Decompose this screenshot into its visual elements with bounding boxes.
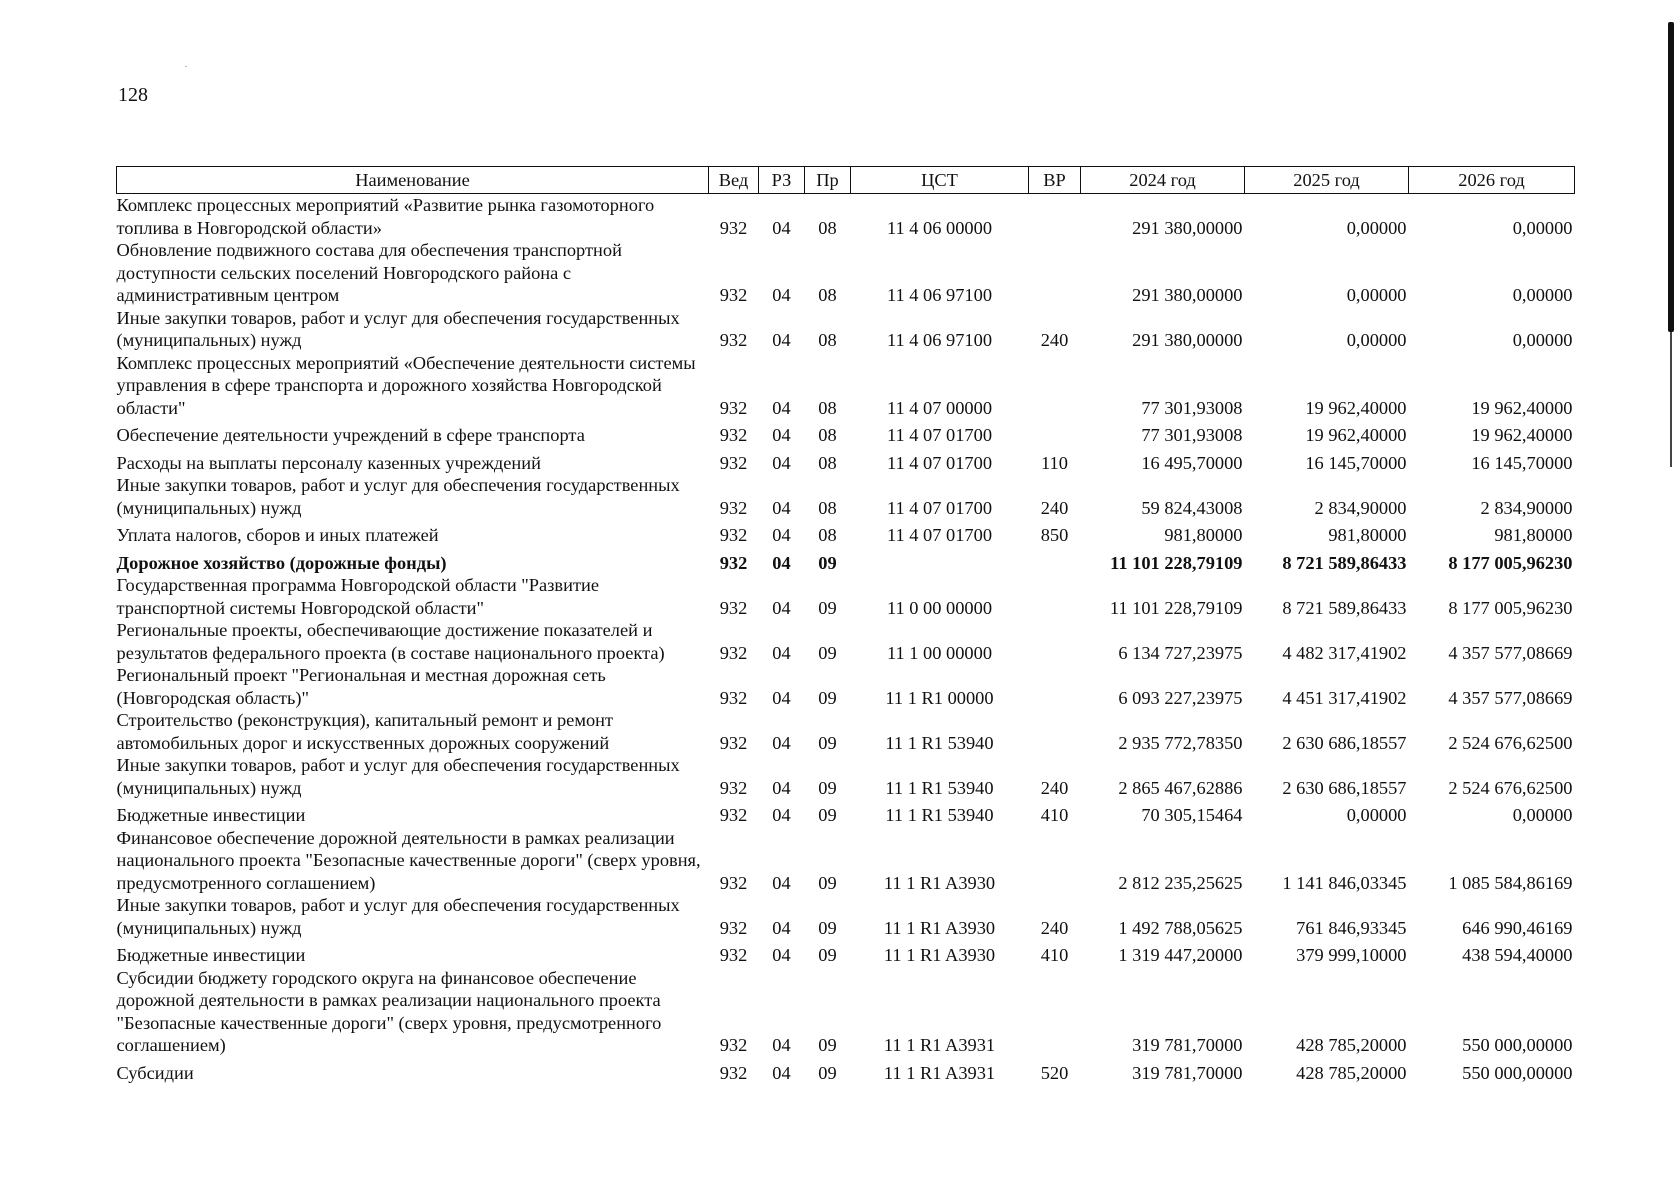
cell-pr: 09 xyxy=(818,597,837,618)
cell-rz: 04 xyxy=(772,552,791,573)
cell-y2026: 0,00000 xyxy=(1512,330,1573,350)
header-2026: 2026 год xyxy=(1409,167,1575,194)
cell-y2024: 291 380,00000 xyxy=(1132,217,1243,238)
cell-rz: 04 xyxy=(772,597,791,618)
cell-ved: 932 xyxy=(719,525,748,545)
cell-cst: 11 4 06 97100 xyxy=(886,285,993,305)
cell-name: Государственная программа Новгородской области "Развитие транспортной системы Новгородской области" xyxy=(116,575,599,618)
cell-y2024: 1 319 447,20000 xyxy=(1118,945,1243,965)
cell-rz: 04 xyxy=(772,1035,791,1055)
cell-cst: 11 4 07 01700 xyxy=(886,497,993,518)
cell-y2026: 8 177 005,96230 xyxy=(1448,597,1573,618)
cell-vr xyxy=(1029,967,1081,1057)
cell-name: Обновление подвижного состава для обеспечения транспортной доступности сельских поселений Новгородского района с административным центром xyxy=(116,240,622,305)
cell-cst: 11 1 R1 53940 xyxy=(885,777,994,798)
table-row xyxy=(117,419,1575,447)
cell-ved: 932 xyxy=(719,732,748,753)
cell-y2025: 428 785,20000 xyxy=(1296,1035,1407,1055)
cell-cst: 11 0 00 00000 xyxy=(886,597,993,618)
cell-rz: 04 xyxy=(772,872,791,893)
cell-name: Иные закупки товаров, работ и услуг для обеспечения государственных (муниципальных) нужд xyxy=(116,895,680,938)
cell-name: Расходы на выплаты персоналу казенных учреждений xyxy=(116,452,541,473)
cell-pr: 08 xyxy=(818,425,837,445)
scan-edge-line xyxy=(1670,332,1672,467)
table-row xyxy=(117,547,1575,575)
cell-y2025: 8 721 589,86433 xyxy=(1282,552,1407,573)
cell-vr: 520 xyxy=(1040,1062,1069,1083)
cell-name: Бюджетные инвестиции xyxy=(116,945,306,965)
cell-vr: 410 xyxy=(1040,945,1069,965)
cell-cst: 11 1 00 00000 xyxy=(886,642,993,663)
cell-y2026: 19 962,40000 xyxy=(1471,397,1573,418)
cell-pr: 09 xyxy=(818,777,837,798)
cell-y2026: 0,00000 xyxy=(1512,217,1573,238)
cell-y2025: 761 846,93345 xyxy=(1296,917,1407,938)
cell-ved: 932 xyxy=(719,285,748,305)
scan-edge-mark xyxy=(1668,22,1674,332)
cell-rz: 04 xyxy=(772,917,791,938)
table-row xyxy=(117,827,1575,895)
cell-cst: 11 4 06 97100 xyxy=(886,330,993,350)
cell-cst: 11 1 R1 00000 xyxy=(885,687,994,708)
cell-vr: 410 xyxy=(1040,805,1069,825)
cell-rz: 04 xyxy=(772,687,791,708)
cell-cst: 11 1 R1 A3931 xyxy=(883,1035,996,1055)
cell-name: Субсидии xyxy=(116,1062,194,1083)
cell-rz: 04 xyxy=(772,452,791,473)
cell-pr: 09 xyxy=(818,552,837,573)
table-row xyxy=(117,447,1575,475)
cell-y2026: 438 594,40000 xyxy=(1462,945,1573,965)
cell-pr: 09 xyxy=(818,642,837,663)
table-header xyxy=(117,167,1575,194)
cell-name: Бюджетные инвестиции xyxy=(116,805,306,825)
cell-y2025: 0,00000 xyxy=(1346,330,1407,350)
cell-y2024: 16 495,70000 xyxy=(1141,452,1243,473)
table-row xyxy=(117,239,1575,307)
cell-rz: 04 xyxy=(772,330,791,350)
cell-cst: 11 4 07 00000 xyxy=(886,397,993,418)
cell-y2026: 2 524 676,62500 xyxy=(1448,732,1573,753)
table-row xyxy=(117,194,1575,240)
cell-vr xyxy=(1029,574,1081,619)
cell-vr xyxy=(1029,352,1081,420)
cell-y2026: 646 990,46169 xyxy=(1462,917,1573,938)
table-row xyxy=(117,754,1575,799)
cell-rz: 04 xyxy=(772,497,791,518)
cell-cst: 11 1 R1 53940 xyxy=(885,805,994,825)
cell-y2025: 16 145,70000 xyxy=(1305,452,1407,473)
cell-rz: 04 xyxy=(772,1062,791,1083)
cell-cst: 11 4 07 01700 xyxy=(886,452,993,473)
cell-y2026: 19 962,40000 xyxy=(1471,425,1573,445)
cell-y2026: 8 177 005,96230 xyxy=(1448,552,1573,573)
cell-y2024: 981,80000 xyxy=(1164,525,1243,545)
cell-y2025: 19 962,40000 xyxy=(1305,397,1407,418)
cell-y2025: 379 999,10000 xyxy=(1296,945,1407,965)
cell-y2025: 8 721 589,86433 xyxy=(1282,597,1407,618)
cell-pr: 08 xyxy=(818,217,837,238)
cell-vr: 240 xyxy=(1040,330,1069,350)
cell-name: Комплекс процессных мероприятий «Обеспечение деятельности системы управления в сфере транспорта и дорожного хозяйства Новгородской области" xyxy=(116,352,696,418)
cell-vr xyxy=(1029,419,1081,447)
cell-vr xyxy=(1029,827,1081,895)
cell-ved: 932 xyxy=(719,642,748,663)
cell-cst xyxy=(851,547,1029,575)
cell-vr xyxy=(1029,547,1081,575)
cell-y2024: 6 134 727,23975 xyxy=(1118,642,1243,663)
header-ved: Вед xyxy=(709,167,759,194)
cell-pr: 09 xyxy=(818,687,837,708)
cell-y2026: 1 085 584,86169 xyxy=(1448,872,1573,893)
cell-y2026: 4 357 577,08669 xyxy=(1448,642,1573,663)
table-row xyxy=(117,474,1575,519)
cell-cst: 11 1 R1 A3930 xyxy=(883,917,996,938)
cell-pr: 08 xyxy=(818,397,837,418)
cell-pr: 09 xyxy=(818,1035,837,1055)
cell-ved: 932 xyxy=(719,687,748,708)
cell-y2024: 77 301,93008 xyxy=(1141,425,1243,445)
cell-cst: 11 4 07 01700 xyxy=(886,525,993,545)
cell-ved: 932 xyxy=(719,917,748,938)
cell-rz: 04 xyxy=(772,805,791,825)
cell-y2026: 0,00000 xyxy=(1512,805,1573,825)
cell-y2024: 2 812 235,25625 xyxy=(1118,872,1243,893)
cell-vr xyxy=(1029,664,1081,709)
cell-vr: 110 xyxy=(1041,452,1068,473)
cell-ved: 932 xyxy=(719,217,748,238)
table-row xyxy=(117,939,1575,967)
cell-ved: 932 xyxy=(719,805,748,825)
cell-pr: 09 xyxy=(818,917,837,938)
cell-y2026: 0,00000 xyxy=(1512,285,1573,305)
cell-y2026: 550 000,00000 xyxy=(1462,1035,1573,1055)
table-row xyxy=(117,307,1575,352)
cell-pr: 08 xyxy=(818,330,837,350)
budget-table xyxy=(116,166,1575,1084)
cell-ved: 932 xyxy=(719,1035,748,1055)
cell-vr xyxy=(1029,239,1081,307)
cell-pr: 08 xyxy=(818,285,837,305)
cell-cst: 11 1 R1 A3930 xyxy=(883,945,996,965)
cell-cst: 11 1 R1 A3931 xyxy=(883,1062,996,1083)
cell-y2024: 2 865 467,62886 xyxy=(1118,777,1243,798)
cell-ved: 932 xyxy=(719,1062,748,1083)
cell-y2025: 0,00000 xyxy=(1346,285,1407,305)
cell-y2026: 4 357 577,08669 xyxy=(1448,687,1573,708)
cell-vr xyxy=(1029,194,1081,240)
header-2025: 2025 год xyxy=(1245,167,1409,194)
page-number: 128 xyxy=(118,84,148,106)
cell-y2025: 2 630 686,18557 xyxy=(1282,732,1407,753)
cell-ved: 932 xyxy=(719,425,748,445)
header-2024: 2024 год xyxy=(1081,167,1245,194)
cell-y2025: 4 482 317,41902 xyxy=(1282,642,1407,663)
cell-y2025: 2 834,90000 xyxy=(1314,497,1407,518)
cell-pr: 09 xyxy=(818,945,837,965)
cell-y2026: 2 524 676,62500 xyxy=(1448,777,1573,798)
table-row xyxy=(117,352,1575,420)
header-vr: ВР xyxy=(1029,167,1081,194)
cell-rz: 04 xyxy=(772,945,791,965)
cell-name: Иные закупки товаров, работ и услуг для обеспечения государственных (муниципальных) нужд xyxy=(116,755,680,798)
cell-cst: 11 4 06 00000 xyxy=(886,217,993,238)
cell-ved: 932 xyxy=(719,597,748,618)
cell-y2025: 428 785,20000 xyxy=(1296,1062,1407,1083)
cell-y2024: 319 781,70000 xyxy=(1132,1062,1243,1083)
cell-y2026: 550 000,00000 xyxy=(1462,1062,1573,1083)
cell-rz: 04 xyxy=(772,217,791,238)
cell-rz: 04 xyxy=(772,397,791,418)
cell-y2026: 16 145,70000 xyxy=(1471,452,1573,473)
header-cst: ЦСТ xyxy=(851,167,1029,194)
cell-vr xyxy=(1029,619,1081,664)
cell-name: Субсидии бюджету городского округа на финансовое обеспечение дорожной деятельности в рамках реализации национального проекта "Безопасные качественные дороги" (сверх уровня, предусмотренного соглашением) xyxy=(116,967,662,1055)
cell-cst: 11 1 R1 A3930 xyxy=(883,872,996,893)
cell-ved: 932 xyxy=(719,497,748,518)
cell-y2024: 11 101 228,79109 xyxy=(1109,597,1243,618)
cell-vr: 240 xyxy=(1040,917,1069,938)
cell-y2024: 291 380,00000 xyxy=(1132,285,1243,305)
cell-y2025: 2 630 686,18557 xyxy=(1282,777,1407,798)
cell-name: Обеспечение деятельности учреждений в сфере транспорта xyxy=(116,425,585,445)
cell-rz: 04 xyxy=(772,642,791,663)
header-name: Наименование xyxy=(117,167,709,194)
cell-pr: 09 xyxy=(818,1062,837,1083)
cell-pr: 08 xyxy=(818,525,837,545)
cell-vr: 850 xyxy=(1040,525,1069,545)
cell-vr xyxy=(1029,709,1081,754)
cell-cst: 11 4 07 01700 xyxy=(886,425,993,445)
cell-name: Иные закупки товаров, работ и услуг для обеспечения государственных (муниципальных) нужд xyxy=(116,475,680,518)
cell-ved: 932 xyxy=(719,452,748,473)
table-row xyxy=(117,1057,1575,1085)
table-row xyxy=(117,519,1575,547)
scan-speck xyxy=(185,66,187,67)
cell-y2025: 1 141 846,03345 xyxy=(1282,872,1407,893)
cell-pr: 09 xyxy=(818,872,837,893)
cell-y2024: 11 101 228,79109 xyxy=(1110,552,1243,573)
table-row xyxy=(117,709,1575,754)
cell-y2024: 6 093 227,23975 xyxy=(1118,687,1243,708)
cell-pr: 08 xyxy=(818,452,837,473)
cell-rz: 04 xyxy=(772,285,791,305)
cell-y2025: 19 962,40000 xyxy=(1305,425,1407,445)
cell-y2026: 2 834,90000 xyxy=(1480,497,1573,518)
table-row xyxy=(117,619,1575,664)
cell-y2024: 2 935 772,78350 xyxy=(1118,732,1243,753)
cell-y2025: 0,00000 xyxy=(1346,805,1407,825)
cell-rz: 04 xyxy=(772,732,791,753)
cell-ved: 932 xyxy=(719,872,748,893)
cell-ved: 932 xyxy=(719,397,748,418)
cell-y2025: 981,80000 xyxy=(1328,525,1407,545)
cell-name: Уплата налогов, сборов и иных платежей xyxy=(116,525,439,545)
cell-cst: 11 1 R1 53940 xyxy=(885,732,994,753)
table-body xyxy=(117,194,1575,1085)
cell-vr: 240 xyxy=(1040,777,1069,798)
cell-rz: 04 xyxy=(772,777,791,798)
cell-name: Региональные проекты, обеспечивающие достижение показателей и результатов федерального проекта (в составе национального проекта) xyxy=(116,620,665,663)
cell-y2025: 4 451 317,41902 xyxy=(1282,687,1407,708)
cell-y2024: 1 492 788,05625 xyxy=(1118,917,1243,938)
table-row xyxy=(117,967,1575,1057)
table-row xyxy=(117,664,1575,709)
table-row xyxy=(117,894,1575,939)
cell-rz: 04 xyxy=(772,525,791,545)
cell-ved: 932 xyxy=(719,330,748,350)
cell-pr: 09 xyxy=(818,732,837,753)
cell-y2025: 0,00000 xyxy=(1346,217,1407,238)
header-rz: РЗ xyxy=(759,167,805,194)
cell-pr: 09 xyxy=(818,805,837,825)
cell-ved: 932 xyxy=(719,552,748,573)
cell-y2024: 77 301,93008 xyxy=(1141,397,1243,418)
cell-ved: 932 xyxy=(719,945,748,965)
cell-y2024: 70 305,15464 xyxy=(1141,805,1243,825)
cell-y2026: 981,80000 xyxy=(1494,525,1573,545)
cell-name: Региональный проект "Региональная и местная дорожная сеть (Новгородская область)" xyxy=(116,665,606,708)
cell-vr: 240 xyxy=(1040,497,1069,518)
cell-y2024: 59 824,43008 xyxy=(1141,497,1243,518)
table-row xyxy=(117,799,1575,827)
cell-y2024: 319 781,70000 xyxy=(1132,1035,1243,1055)
cell-name: Дорожное хозяйство (дорожные фонды) xyxy=(116,552,447,573)
header-pr: Пр xyxy=(805,167,851,194)
cell-name: Строительство (реконструкция), капитальный ремонт и ремонт автомобильных дорог и искусственных дорожных сооружений xyxy=(116,710,614,753)
cell-ved: 932 xyxy=(719,777,748,798)
cell-name: Иные закупки товаров, работ и услуг для обеспечения государственных (муниципальных) нужд xyxy=(116,307,680,350)
table-row xyxy=(117,574,1575,619)
cell-rz: 04 xyxy=(772,425,791,445)
cell-y2024: 291 380,00000 xyxy=(1132,330,1243,350)
cell-name: Финансовое обеспечение дорожной деятельности в рамках реализации национального проекта "Безопасные качественные дороги" (сверх уровня, предусмотренного соглашением) xyxy=(116,827,701,893)
cell-name: Комплекс процессных мероприятий «Развитие рынка газомоторного топлива в Новгородской области» xyxy=(116,195,655,238)
cell-pr: 08 xyxy=(818,497,837,518)
